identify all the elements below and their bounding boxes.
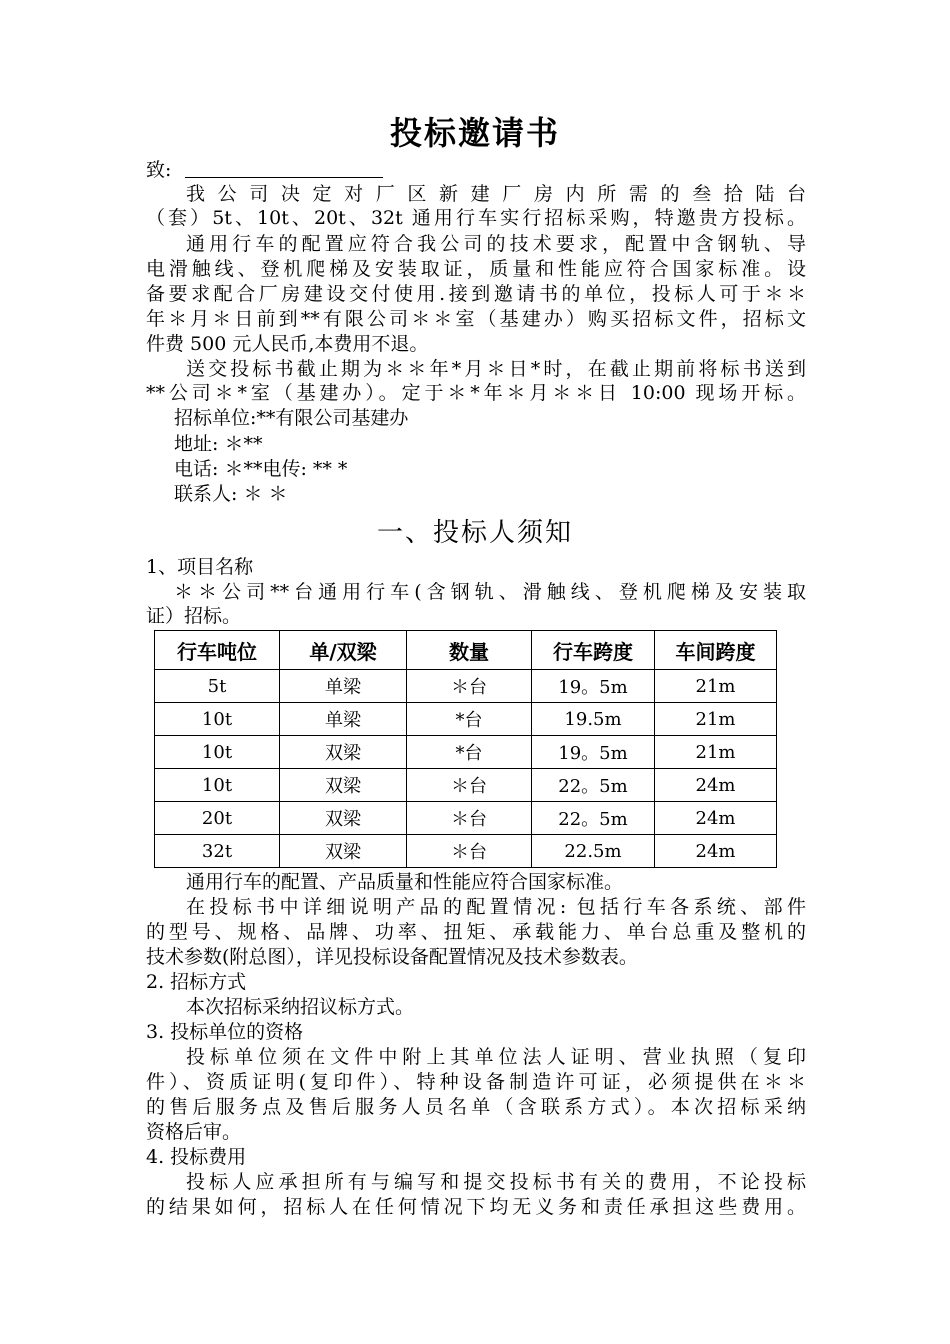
recipient-blank <box>185 157 383 178</box>
cell-quantity: ＊台 <box>407 835 532 868</box>
item1-heading: 1、项目名称 <box>146 556 254 578</box>
cell-girder: 双梁 <box>280 736 407 769</box>
cell-tonnage: 32t <box>155 835 280 868</box>
after-table-line4: 技术参数(附总图），详见投标设备配置情况及技术参数表。 <box>146 946 638 968</box>
table-row <box>155 703 777 736</box>
item3-line4: 资格后审。 <box>146 1121 242 1143</box>
recipient-line <box>146 157 806 182</box>
item1-line1: ＊＊公司**台通用行车(含钢轨、滑触线、登机爬梯及安装取 <box>174 581 806 603</box>
item4-line1: 投标人应承担所有与编写和提交投标书有关的费用，不论投标 <box>186 1171 806 1193</box>
cell-crane-span: 19.5m <box>532 703 655 736</box>
cell-crane-span: 22。5m <box>532 769 655 802</box>
item2-line1: 本次招标采纳招议标方式。 <box>186 996 415 1018</box>
section-heading: 一、投标人须知 <box>376 518 573 548</box>
tender-contact: 联系人: ＊ ＊ <box>174 483 288 505</box>
header-crane-span: 行车跨度 <box>532 631 655 670</box>
table-row <box>155 670 777 703</box>
invite-p2-line4: 年＊月＊日前到**有限公司＊＊室（基建办）购买招标文件，招标文 <box>146 308 806 330</box>
invite-p1-line1: 我公司决定对厂区新建厂房内所需的叁拾陆台 <box>186 183 806 205</box>
invite-p2-line5: 件费 500 元人民币,本费用不退。 <box>146 333 429 355</box>
cell-workshop-span: 24m <box>655 769 777 802</box>
cell-crane-span: 22.5m <box>532 835 655 868</box>
item4-line2: 的结果如何，招标人在任何情况下均无义务和责任承担这些费用。 <box>146 1196 806 1218</box>
cell-tonnage: 10t <box>155 736 280 769</box>
cell-workshop-span: 21m <box>655 736 777 769</box>
cell-tonnage: 10t <box>155 769 280 802</box>
after-table-line3: 的型号、规格、品牌、功率、扭矩、承载能力、单台总重及整机的 <box>146 921 806 943</box>
cell-tonnage: 20t <box>155 802 280 835</box>
item3-line1: 投标单位须在文件中附上其单位法人证明、营业执照（复印 <box>186 1046 806 1068</box>
table-row <box>155 736 777 769</box>
tender-unit: 招标单位:**有限公司基建办 <box>174 407 409 429</box>
cell-girder: 单梁 <box>280 670 407 703</box>
invite-p3-line2: **公司＊*室（基建办）。定于＊*年＊月＊＊日 10:00 现场开标。 <box>146 382 806 404</box>
cell-tonnage: 5t <box>155 670 280 703</box>
invite-p2-line1: 通用行车的配置应符合我公司的技术要求，配置中含钢轨、导 <box>186 233 806 255</box>
after-table-line1: 通用行车的配置、产品质量和性能应符合国家标准。 <box>186 871 624 893</box>
cell-workshop-span: 21m <box>655 703 777 736</box>
table-row <box>155 802 777 835</box>
document-title: 投标邀请书 <box>389 114 560 152</box>
item2-heading: 2. 招标方式 <box>146 971 247 993</box>
cell-quantity: ＊台 <box>407 802 532 835</box>
table-row <box>155 835 777 868</box>
cell-quantity: ＊台 <box>407 769 532 802</box>
cell-workshop-span: 24m <box>655 802 777 835</box>
invite-p3-line1: 送交投标书截止期为＊＊年*月＊日*时，在截止期前将标书送到 <box>186 358 806 380</box>
header-girder: 单/双梁 <box>280 631 407 670</box>
after-table-line2: 在投标书中详细说明产品的配置情况: 包括行车各系统、部件 <box>186 896 806 918</box>
cell-quantity: ＊台 <box>407 670 532 703</box>
cell-quantity: *台 <box>407 736 532 769</box>
cell-crane-span: 22。5m <box>532 802 655 835</box>
cell-workshop-span: 21m <box>655 670 777 703</box>
crane-spec-table <box>154 630 777 868</box>
header-tonnage: 行车吨位 <box>155 631 280 670</box>
cell-girder: 双梁 <box>280 802 407 835</box>
table-row <box>155 769 777 802</box>
tender-phone: 电话: ＊**电传: ** * <box>174 458 348 480</box>
cell-girder: 双梁 <box>280 835 407 868</box>
cell-girder: 双梁 <box>280 769 407 802</box>
invite-p1-line2: （套）5t、10t、20t、32t 通用行车实行招标采购，特邀贵方投标。 <box>146 207 806 229</box>
invite-p2-line3: 备要求配合厂房建设交付使用.接到邀请书的单位，投标人可于＊＊ <box>146 283 806 305</box>
table-header-row <box>155 631 777 670</box>
item3-line3: 的售后服务点及售后服务人员名单（含联系方式）。本次招标采纳 <box>146 1096 806 1118</box>
cell-workshop-span: 24m <box>655 835 777 868</box>
item3-line2: 件）、资质证明(复印件）、特种设备制造许可证，必须提供在＊＊ <box>146 1071 806 1093</box>
tender-address: 地址: ＊** <box>174 433 263 455</box>
item1-line2: 证）招标。 <box>146 605 242 627</box>
item3-heading: 3. 投标单位的资格 <box>146 1021 304 1043</box>
invite-p2-line2: 电滑触线、登机爬梯及安装取证，质量和性能应符合国家标准。设 <box>146 258 806 280</box>
header-quantity: 数量 <box>407 631 532 670</box>
cell-tonnage: 10t <box>155 703 280 736</box>
cell-girder: 单梁 <box>280 703 407 736</box>
cell-crane-span: 19。5m <box>532 736 655 769</box>
cell-crane-span: 19。5m <box>532 670 655 703</box>
item4-heading: 4. 投标费用 <box>146 1146 247 1168</box>
recipient-label: 致: <box>146 159 172 181</box>
header-workshop-span: 车间跨度 <box>655 631 777 670</box>
cell-quantity: *台 <box>407 703 532 736</box>
